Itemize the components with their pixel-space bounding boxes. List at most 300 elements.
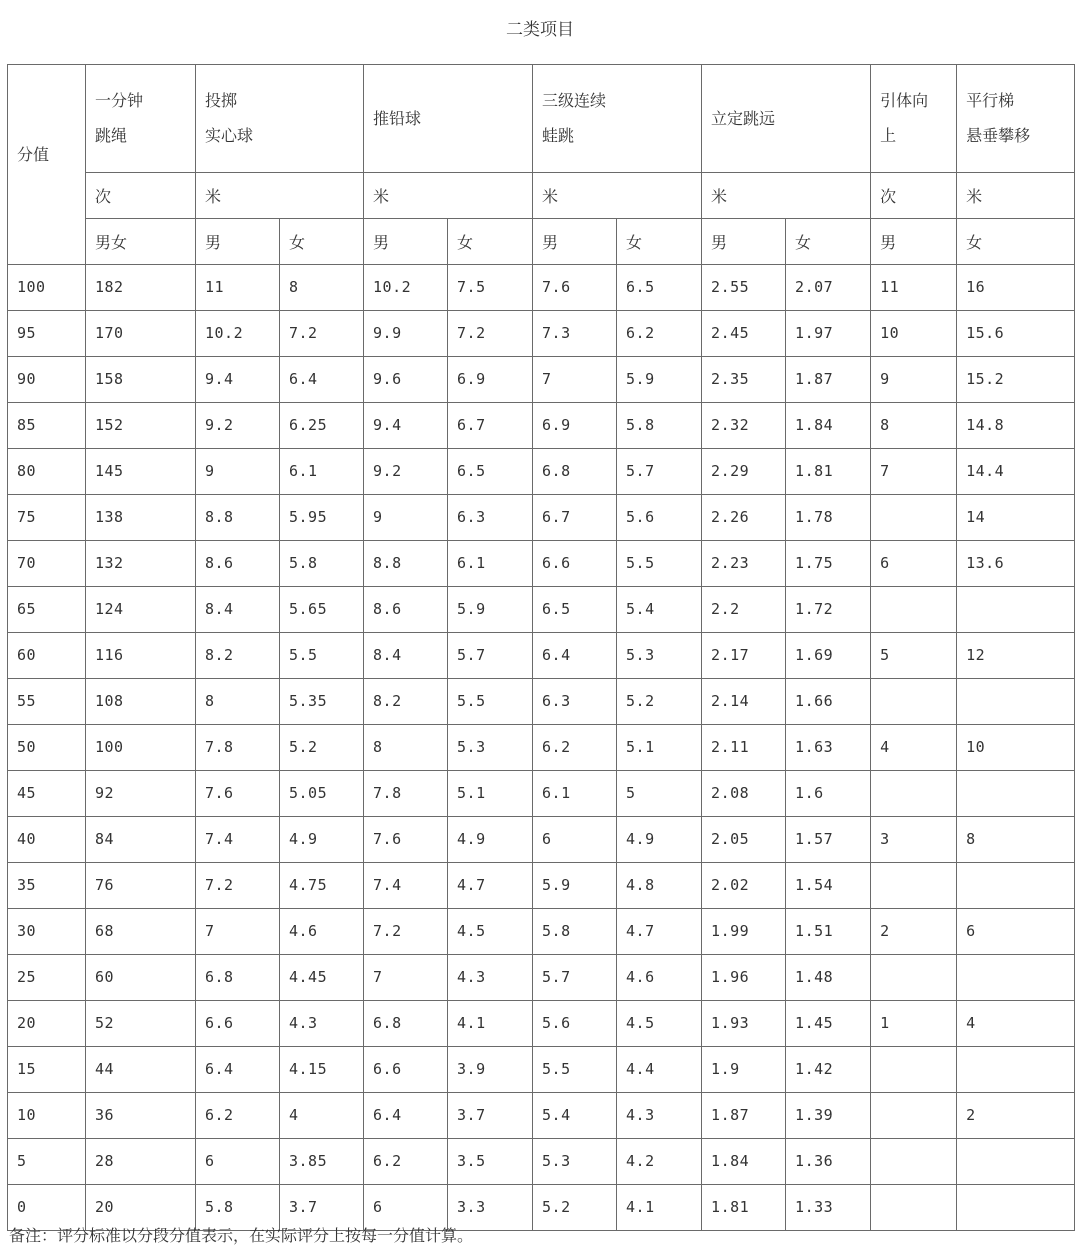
value-cell: 1.99 <box>702 908 786 954</box>
value-cell <box>957 586 1075 632</box>
value-cell: 108 <box>86 678 196 724</box>
value-cell: 14.8 <box>957 402 1075 448</box>
value-cell <box>871 1046 957 1092</box>
value-cell: 1.97 <box>786 310 871 356</box>
value-cell: 116 <box>86 632 196 678</box>
value-cell <box>871 494 957 540</box>
value-cell: 6.2 <box>196 1092 280 1138</box>
score-column-spacer <box>8 218 86 264</box>
value-cell <box>957 678 1075 724</box>
table-row <box>8 356 1075 402</box>
value-cell: 52 <box>86 1000 196 1046</box>
value-cell: 182 <box>86 264 196 310</box>
value-cell: 5.2 <box>617 678 702 724</box>
score-cell: 40 <box>8 816 86 862</box>
value-cell <box>871 1092 957 1138</box>
table-row <box>8 1138 1075 1184</box>
value-cell: 4 <box>957 1000 1075 1046</box>
value-cell: 5.9 <box>617 356 702 402</box>
score-cell: 55 <box>8 678 86 724</box>
value-cell: 4.4 <box>617 1046 702 1092</box>
sex-cell: 男 <box>702 218 786 264</box>
value-cell: 36 <box>86 1092 196 1138</box>
value-cell: 1.33 <box>786 1184 871 1230</box>
value-cell: 2.08 <box>702 770 786 816</box>
table-row <box>8 862 1075 908</box>
value-cell: 10.2 <box>364 264 448 310</box>
sex-cell: 男 <box>871 218 957 264</box>
table-row <box>8 1000 1075 1046</box>
score-cell: 25 <box>8 954 86 1000</box>
value-cell: 13.6 <box>957 540 1075 586</box>
value-cell: 1.9 <box>702 1046 786 1092</box>
value-cell: 7 <box>196 908 280 954</box>
value-cell: 92 <box>86 770 196 816</box>
score-cell: 60 <box>8 632 86 678</box>
value-cell: 6.5 <box>533 586 617 632</box>
value-cell: 1.42 <box>786 1046 871 1092</box>
value-cell: 7.4 <box>364 862 448 908</box>
value-cell: 3.7 <box>280 1184 364 1230</box>
table-row <box>8 1092 1075 1138</box>
value-cell: 12 <box>957 632 1075 678</box>
sex-cell: 女 <box>448 218 533 264</box>
footnote: 备注：评分标准以分段分值表示，在实际评分上按每一分值计算。 <box>9 1226 474 1245</box>
item-header-rope-skipping: 一分钟 跳绳 <box>86 65 196 173</box>
sex-cell: 男女 <box>86 218 196 264</box>
unit-cell: 米 <box>364 172 533 218</box>
score-cell: 90 <box>8 356 86 402</box>
value-cell: 1.78 <box>786 494 871 540</box>
value-cell: 5 <box>871 632 957 678</box>
unit-cell: 米 <box>702 172 871 218</box>
unit-cell: 米 <box>533 172 702 218</box>
value-cell: 1.81 <box>786 448 871 494</box>
value-cell: 10 <box>871 310 957 356</box>
value-cell: 5.5 <box>448 678 533 724</box>
value-cell: 4.75 <box>280 862 364 908</box>
value-cell: 124 <box>86 586 196 632</box>
value-cell: 100 <box>86 724 196 770</box>
value-cell: 1.6 <box>786 770 871 816</box>
value-cell: 28 <box>86 1138 196 1184</box>
value-cell: 6.5 <box>617 264 702 310</box>
value-cell: 1.81 <box>702 1184 786 1230</box>
value-cell: 5.65 <box>280 586 364 632</box>
score-cell: 50 <box>8 724 86 770</box>
value-cell: 7.3 <box>533 310 617 356</box>
unit-cell: 次 <box>86 172 196 218</box>
value-cell: 4.5 <box>448 908 533 954</box>
value-cell: 2.14 <box>702 678 786 724</box>
value-cell: 9.9 <box>364 310 448 356</box>
table-row <box>8 724 1075 770</box>
table-row <box>8 908 1075 954</box>
value-cell: 145 <box>86 448 196 494</box>
value-cell: 68 <box>86 908 196 954</box>
value-cell: 6.2 <box>617 310 702 356</box>
score-cell: 0 <box>8 1184 86 1230</box>
value-cell: 2.05 <box>702 816 786 862</box>
value-cell: 4.1 <box>448 1000 533 1046</box>
value-cell: 6.25 <box>280 402 364 448</box>
scoring-table <box>7 64 1075 1231</box>
value-cell: 8.2 <box>364 678 448 724</box>
value-cell: 6.4 <box>196 1046 280 1092</box>
value-cell: 76 <box>86 862 196 908</box>
value-cell: 60 <box>86 954 196 1000</box>
value-cell: 2.23 <box>702 540 786 586</box>
value-cell <box>871 770 957 816</box>
value-cell: 7.8 <box>196 724 280 770</box>
value-cell: 2.35 <box>702 356 786 402</box>
value-cell: 7.2 <box>448 310 533 356</box>
value-cell: 6.9 <box>448 356 533 402</box>
value-cell: 10 <box>957 724 1075 770</box>
value-cell: 15.2 <box>957 356 1075 402</box>
value-cell: 1.36 <box>786 1138 871 1184</box>
value-cell: 1.84 <box>786 402 871 448</box>
table-row <box>8 310 1075 356</box>
value-cell: 8.2 <box>196 632 280 678</box>
value-cell: 6.4 <box>533 632 617 678</box>
value-cell <box>871 1138 957 1184</box>
value-cell: 9 <box>871 356 957 402</box>
table-title: 二类项目 <box>506 20 574 40</box>
value-cell: 5.8 <box>280 540 364 586</box>
value-cell: 2.29 <box>702 448 786 494</box>
value-cell: 6.8 <box>196 954 280 1000</box>
value-cell: 1.93 <box>702 1000 786 1046</box>
value-cell <box>871 954 957 1000</box>
value-cell: 5.7 <box>448 632 533 678</box>
score-cell: 75 <box>8 494 86 540</box>
table-row <box>8 540 1075 586</box>
score-cell: 5 <box>8 1138 86 1184</box>
value-cell: 5.2 <box>533 1184 617 1230</box>
value-cell: 6.1 <box>448 540 533 586</box>
value-cell <box>957 1138 1075 1184</box>
sex-cell: 女 <box>280 218 364 264</box>
value-cell: 7.2 <box>280 310 364 356</box>
value-cell: 5.7 <box>533 954 617 1000</box>
score-column-header: 分值 <box>8 65 86 173</box>
value-cell: 5.8 <box>533 908 617 954</box>
value-cell: 2.26 <box>702 494 786 540</box>
value-cell: 2.45 <box>702 310 786 356</box>
value-cell: 1.54 <box>786 862 871 908</box>
value-cell: 5.3 <box>533 1138 617 1184</box>
value-cell: 4.5 <box>617 1000 702 1046</box>
value-cell: 7.2 <box>196 862 280 908</box>
sex-cell: 男 <box>364 218 448 264</box>
value-cell: 5.2 <box>280 724 364 770</box>
value-cell: 6 <box>533 816 617 862</box>
value-cell: 5.1 <box>617 724 702 770</box>
item-header-frog-jump: 三级连续 蛙跳 <box>533 65 702 173</box>
item-header-standing-jump: 立定跳远 <box>702 65 871 173</box>
value-cell: 5.7 <box>617 448 702 494</box>
value-cell: 6 <box>196 1138 280 1184</box>
value-cell: 6.7 <box>533 494 617 540</box>
value-cell: 1.72 <box>786 586 871 632</box>
table-row <box>8 448 1075 494</box>
header-row-sex <box>8 218 1075 264</box>
value-cell: 5.6 <box>533 1000 617 1046</box>
value-cell: 4.2 <box>617 1138 702 1184</box>
unit-cell: 米 <box>196 172 364 218</box>
value-cell: 1.51 <box>786 908 871 954</box>
value-cell: 9.2 <box>364 448 448 494</box>
value-cell: 7 <box>533 356 617 402</box>
value-cell: 11 <box>871 264 957 310</box>
value-cell <box>957 862 1075 908</box>
value-cell: 9.2 <box>196 402 280 448</box>
table-row <box>8 264 1075 310</box>
value-cell: 4.45 <box>280 954 364 1000</box>
value-cell: 9 <box>196 448 280 494</box>
score-cell: 65 <box>8 586 86 632</box>
value-cell: 6.1 <box>533 770 617 816</box>
value-cell: 170 <box>86 310 196 356</box>
value-cell: 5.8 <box>617 402 702 448</box>
value-cell <box>871 678 957 724</box>
score-cell: 70 <box>8 540 86 586</box>
table-row <box>8 494 1075 540</box>
value-cell: 6 <box>957 908 1075 954</box>
sex-cell: 男 <box>533 218 617 264</box>
value-cell: 152 <box>86 402 196 448</box>
table-row <box>8 816 1075 862</box>
table-row <box>8 586 1075 632</box>
value-cell: 4.6 <box>280 908 364 954</box>
table-row <box>8 632 1075 678</box>
value-cell: 8 <box>196 678 280 724</box>
value-cell: 6.6 <box>196 1000 280 1046</box>
value-cell: 2.02 <box>702 862 786 908</box>
score-cell: 20 <box>8 1000 86 1046</box>
value-cell: 138 <box>86 494 196 540</box>
value-cell: 5.9 <box>448 586 533 632</box>
value-cell: 4.6 <box>617 954 702 1000</box>
value-cell: 2.55 <box>702 264 786 310</box>
score-cell: 35 <box>8 862 86 908</box>
value-cell: 1.39 <box>786 1092 871 1138</box>
value-cell: 4.8 <box>617 862 702 908</box>
value-cell: 9.6 <box>364 356 448 402</box>
value-cell: 7.6 <box>533 264 617 310</box>
value-cell: 6.6 <box>364 1046 448 1092</box>
value-cell: 5.9 <box>533 862 617 908</box>
value-cell: 16 <box>957 264 1075 310</box>
value-cell: 5.4 <box>617 586 702 632</box>
value-cell: 5.1 <box>448 770 533 816</box>
value-cell: 8.4 <box>196 586 280 632</box>
value-cell <box>871 862 957 908</box>
value-cell: 1.84 <box>702 1138 786 1184</box>
value-cell: 6 <box>364 1184 448 1230</box>
value-cell: 7.4 <box>196 816 280 862</box>
value-cell: 2 <box>871 908 957 954</box>
value-cell: 1.63 <box>786 724 871 770</box>
value-cell: 5.4 <box>533 1092 617 1138</box>
value-cell: 11 <box>196 264 280 310</box>
value-cell: 6.6 <box>533 540 617 586</box>
value-cell: 15.6 <box>957 310 1075 356</box>
value-cell: 6.1 <box>280 448 364 494</box>
score-cell: 30 <box>8 908 86 954</box>
value-cell: 4.3 <box>617 1092 702 1138</box>
value-cell: 84 <box>86 816 196 862</box>
value-cell: 1 <box>871 1000 957 1046</box>
value-cell: 6.7 <box>448 402 533 448</box>
value-cell: 1.57 <box>786 816 871 862</box>
value-cell: 5 <box>617 770 702 816</box>
value-cell: 5.5 <box>533 1046 617 1092</box>
value-cell: 6 <box>871 540 957 586</box>
score-cell: 15 <box>8 1046 86 1092</box>
value-cell: 3.5 <box>448 1138 533 1184</box>
value-cell: 3 <box>871 816 957 862</box>
value-cell: 5.05 <box>280 770 364 816</box>
value-cell: 5.3 <box>448 724 533 770</box>
value-cell: 1.48 <box>786 954 871 1000</box>
value-cell: 5.6 <box>617 494 702 540</box>
table-row <box>8 678 1075 724</box>
value-cell: 8 <box>364 724 448 770</box>
value-cell: 9.4 <box>196 356 280 402</box>
value-cell: 20 <box>86 1184 196 1230</box>
value-cell: 6.8 <box>364 1000 448 1046</box>
value-cell: 2 <box>957 1092 1075 1138</box>
value-cell: 2.17 <box>702 632 786 678</box>
value-cell: 6.2 <box>364 1138 448 1184</box>
value-cell: 4 <box>280 1092 364 1138</box>
sex-cell: 男 <box>196 218 280 264</box>
value-cell: 8.8 <box>196 494 280 540</box>
value-cell: 8 <box>957 816 1075 862</box>
value-cell: 9.4 <box>364 402 448 448</box>
value-cell <box>957 1184 1075 1230</box>
value-cell: 4.7 <box>617 908 702 954</box>
value-cell <box>871 1184 957 1230</box>
item-header-pull-up: 引体向 上 <box>871 65 957 173</box>
value-cell: 1.45 <box>786 1000 871 1046</box>
value-cell: 4.1 <box>617 1184 702 1230</box>
value-cell: 4.3 <box>280 1000 364 1046</box>
item-header-solid-ball: 投掷 实心球 <box>196 65 364 173</box>
value-cell: 9 <box>364 494 448 540</box>
value-cell: 8.8 <box>364 540 448 586</box>
table-row <box>8 402 1075 448</box>
value-cell: 6.9 <box>533 402 617 448</box>
value-cell: 5.95 <box>280 494 364 540</box>
header-row-items <box>8 65 1075 173</box>
value-cell: 14 <box>957 494 1075 540</box>
sex-cell: 女 <box>786 218 871 264</box>
value-cell: 7.2 <box>364 908 448 954</box>
item-header-shot-put: 推铅球 <box>364 65 533 173</box>
value-cell: 5.35 <box>280 678 364 724</box>
value-cell: 6.2 <box>533 724 617 770</box>
sex-cell: 女 <box>617 218 702 264</box>
value-cell: 2.2 <box>702 586 786 632</box>
value-cell: 7.8 <box>364 770 448 816</box>
value-cell: 7 <box>364 954 448 1000</box>
value-cell: 6.3 <box>533 678 617 724</box>
value-cell: 1.69 <box>786 632 871 678</box>
score-cell: 45 <box>8 770 86 816</box>
value-cell: 6.3 <box>448 494 533 540</box>
value-cell: 7.6 <box>196 770 280 816</box>
value-cell: 4.9 <box>448 816 533 862</box>
score-cell: 100 <box>8 264 86 310</box>
value-cell: 8 <box>280 264 364 310</box>
score-column-spacer <box>8 172 86 218</box>
unit-cell: 次 <box>871 172 957 218</box>
value-cell: 7.5 <box>448 264 533 310</box>
value-cell: 4.7 <box>448 862 533 908</box>
value-cell: 4.3 <box>448 954 533 1000</box>
unit-cell: 米 <box>957 172 1075 218</box>
value-cell: 7.6 <box>364 816 448 862</box>
score-cell: 80 <box>8 448 86 494</box>
value-cell <box>957 770 1075 816</box>
value-cell: 1.66 <box>786 678 871 724</box>
sex-cell: 女 <box>957 218 1075 264</box>
value-cell: 2.07 <box>786 264 871 310</box>
value-cell: 8 <box>871 402 957 448</box>
value-cell: 2.11 <box>702 724 786 770</box>
value-cell: 132 <box>86 540 196 586</box>
value-cell: 5.3 <box>617 632 702 678</box>
value-cell: 8.4 <box>364 632 448 678</box>
value-cell: 6.8 <box>533 448 617 494</box>
header-row-units <box>8 172 1075 218</box>
value-cell: 2.32 <box>702 402 786 448</box>
value-cell: 4.15 <box>280 1046 364 1092</box>
value-cell: 5.5 <box>280 632 364 678</box>
value-cell: 3.85 <box>280 1138 364 1184</box>
table-row <box>8 770 1075 816</box>
value-cell: 6.4 <box>364 1092 448 1138</box>
value-cell: 6.5 <box>448 448 533 494</box>
value-cell: 6.4 <box>280 356 364 402</box>
value-cell: 3.3 <box>448 1184 533 1230</box>
item-header-parallel-ladder: 平行梯 悬垂攀移 <box>957 65 1075 173</box>
value-cell: 1.96 <box>702 954 786 1000</box>
value-cell: 4.9 <box>617 816 702 862</box>
value-cell: 8.6 <box>364 586 448 632</box>
value-cell: 8.6 <box>196 540 280 586</box>
value-cell: 3.7 <box>448 1092 533 1138</box>
value-cell: 5.5 <box>617 540 702 586</box>
value-cell: 5.8 <box>196 1184 280 1230</box>
value-cell <box>957 954 1075 1000</box>
value-cell: 10.2 <box>196 310 280 356</box>
value-cell <box>957 1046 1075 1092</box>
value-cell: 14.4 <box>957 448 1075 494</box>
value-cell: 1.87 <box>702 1092 786 1138</box>
table-row <box>8 1046 1075 1092</box>
value-cell: 44 <box>86 1046 196 1092</box>
value-cell: 7 <box>871 448 957 494</box>
score-cell: 10 <box>8 1092 86 1138</box>
value-cell: 1.87 <box>786 356 871 402</box>
value-cell <box>871 586 957 632</box>
value-cell: 158 <box>86 356 196 402</box>
value-cell: 1.75 <box>786 540 871 586</box>
